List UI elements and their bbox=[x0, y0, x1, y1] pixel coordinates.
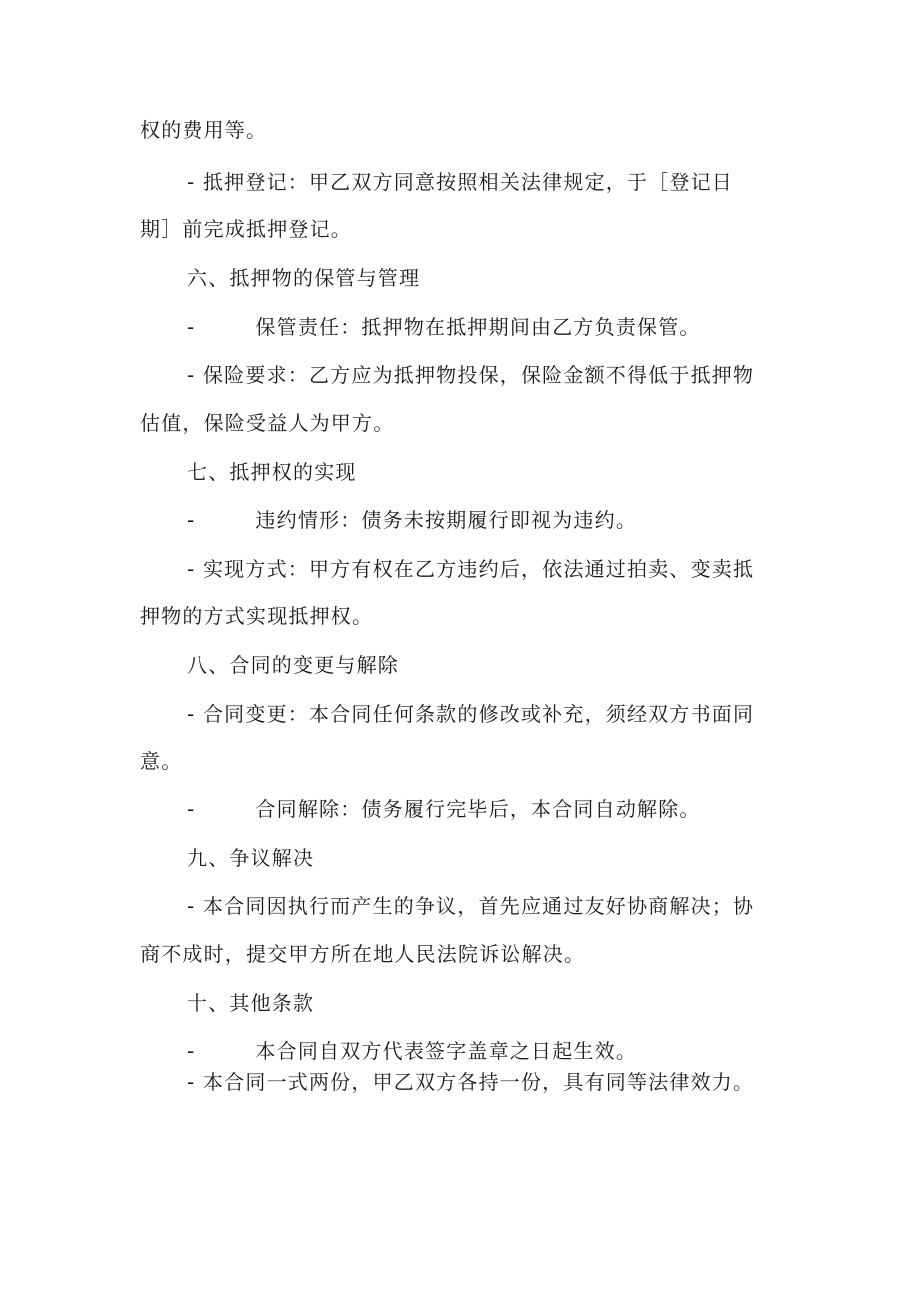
paragraph-line: 期］前完成抵押登记。 bbox=[140, 217, 352, 241]
section-heading: 六、抵押物的保管与管理 bbox=[187, 266, 421, 290]
list-item bbox=[187, 1039, 637, 1063]
section-heading: 八、合同的变更与解除 bbox=[187, 653, 399, 677]
paragraph-line: 商不成时，提交甲方所在地人民法院诉讼解决。 bbox=[140, 942, 586, 966]
paragraph-line: - 抵押登记：甲乙双方同意按照相关法律规定，于［登记日 bbox=[187, 170, 733, 194]
section-heading: 七、抵押权的实现 bbox=[187, 460, 357, 484]
list-dash: - bbox=[187, 797, 196, 821]
paragraph-line: - 实现方式：甲方有权在乙方违约后，依法通过拍卖、变卖抵 bbox=[187, 557, 755, 581]
paragraph-line: - 保险要求：乙方应为抵押物投保，保险金额不得低于抵押物 bbox=[187, 363, 755, 387]
list-item-text: 保管责任：抵押物在抵押期间由乙方负责保管。 bbox=[255, 315, 701, 339]
list-item-text: 合同解除：债务履行完毕后，本合同自动解除。 bbox=[255, 797, 701, 821]
paragraph-line: - 合同变更：本合同任何条款的修改或补充，须经双方书面同 bbox=[187, 702, 755, 726]
paragraph-line: - 本合同一式两份，甲乙双方各持一份，具有同等法律效力。 bbox=[187, 1070, 755, 1094]
list-item-text: 违约情形：债务未按期履行即视为违约。 bbox=[255, 508, 638, 532]
list-dash: - bbox=[187, 508, 196, 532]
list-dash: - bbox=[187, 1039, 196, 1063]
paragraph-line: 权的费用等。 bbox=[140, 118, 268, 142]
paragraph-line: 押物的方式实现抵押权。 bbox=[140, 604, 374, 628]
list-item bbox=[187, 315, 701, 339]
list-dash: - bbox=[187, 315, 196, 339]
list-item bbox=[187, 797, 701, 821]
list-item-text: 本合同自双方代表签字盖章之日起生效。 bbox=[255, 1039, 638, 1063]
paragraph-line: 估值，保险受益人为甲方。 bbox=[140, 411, 395, 435]
section-heading: 九、争议解决 bbox=[187, 846, 315, 870]
paragraph-line: - 本合同因执行而产生的争议，首先应通过友好协商解决；协 bbox=[187, 894, 755, 918]
list-item bbox=[187, 508, 637, 532]
paragraph-line: 意。 bbox=[140, 749, 183, 773]
section-heading: 十、其他条款 bbox=[187, 991, 315, 1015]
